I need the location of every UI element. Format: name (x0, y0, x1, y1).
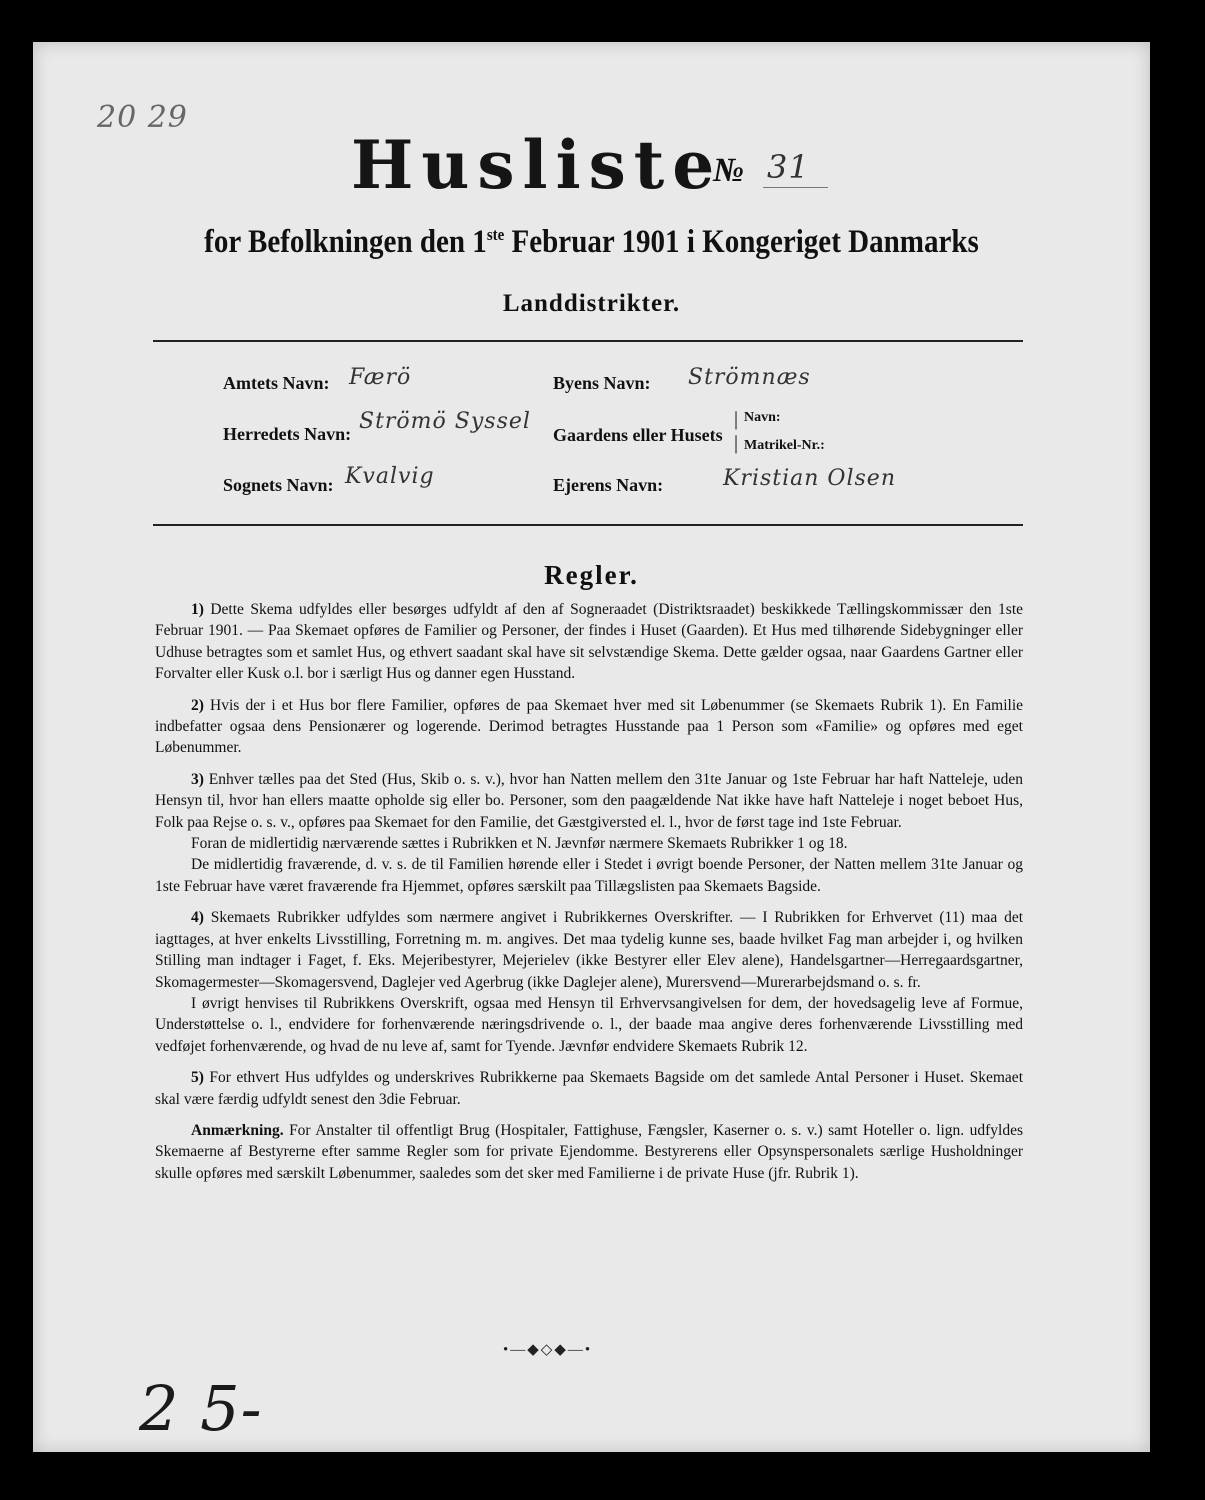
note (155, 1120, 1023, 1184)
rules-heading: Regler. (544, 560, 639, 590)
number-underline (763, 187, 828, 188)
gaard-label: Gaardens eller Husets (553, 425, 723, 445)
bottom-divider (153, 524, 1023, 526)
gaard-matrikel-label: Matrikel-Nr.: (744, 438, 825, 453)
amt-value: Færö (349, 365, 412, 390)
gaard-navn-label: Navn: (744, 410, 781, 425)
amt-label: Amtets Navn: (223, 373, 330, 393)
sogn-value: Kvalvig (345, 464, 435, 489)
sogn-label: Sognets Navn: (223, 475, 334, 495)
ejer-value: Kristian Olsen (723, 466, 896, 491)
rule-1 (155, 599, 1023, 685)
rule-5-text: For ethvert Hus udfyldes og underskrives Rubrikkerne paa Skemaets Bagside om det samlede Antal Personer i Huset. Skemaet skal være færdig udfyldt senest den 3die Februar. (155, 1069, 1023, 1108)
rule-5-number: 5) (191, 1069, 204, 1087)
rule-2-text: Hvis der i et Hus bor flere Familier, opføres de paa Skemaet hver med sit Løbenummer (se Skemaets Rubrik 1). En Familie indbefatter ogsaa dens Pensionærer og logerende. Derimod betragtes Husstande paa 1 Person som «Familie» og opføres med eget Løbenummer. (155, 696, 1023, 757)
subtitle-superscript: ste (486, 225, 505, 244)
rule-4-number: 4) (191, 909, 204, 927)
bottom-handwritten-note: 2 5- (139, 1372, 263, 1445)
note-label: Anmærkning. (191, 1121, 284, 1139)
rule-3-text: Enhver tælles paa det Sted (Hus, Skib o. s. v.), hvor han Natten mellem den 31te Januar og 1ste Februar har haft Natteleje, uden Hensyn til, hvor han ellers maatte opholde sig eller bo. Personer, som den paagældende Nat ikke have haft Natteleje i noget beboet Hus, Folk paa Rejse o. s. v., opføres paa Skemaet for den Familie, det Gæstgiversted el. l., hvor de først tage ind 1ste Februar. (155, 770, 1024, 831)
rule-3-number: 3) (191, 770, 204, 788)
herred-label: Herredets Navn: (223, 424, 352, 444)
ornament-divider: •—◆◇◆—• (503, 1342, 593, 1358)
by-value: Strömnæs (688, 365, 811, 390)
note-text: For Anstalter til offentligt Brug (Hospitaler, Fattighuse, Fængsler, Kaserner o. s. v.) samt Hoteller o. lign. udfyldes Skemaerne af Bestyrerne efter samme Regler som for private Ejendomme. Bestyrerens eller Opsynspersonalets særlige Husholdninger skulle opføres med særskilt Løbenummer, saaledes som det sker med Familierne i de private Huse (jfr. Rubrik 1). (155, 1121, 1024, 1182)
subtitle-part-2: Februar 1901 i Kongeriget Danmarks (504, 224, 979, 260)
rule-1-text: Dette Skema udfyldes eller besørges udfyldt af den af Sogneraadet (Distriktsraadet) beskikkede Tællingskommissær den 1ste Februar 1901. — Paa Skemaet opføres de Familier og Personer, der findes i Huset (Gaarden). Et Hus med tilhørende Sidebygninger eller Udhuse betragtes som et samlet Hus, og ethvert saadant skal have sit selvstændige Skema. Dette gælder ogsaa, naar Gaardens Gartner eller Forvalter eller Kusk o.l. bor i særligt Hus og danner egen Husstand. (155, 601, 1023, 683)
ejer-label: Ejerens Navn: (553, 475, 664, 495)
subtitle (100, 224, 1083, 261)
rule-4-cont: I øvrigt henvises til Rubrikkens Overskrift, ogsaa med Hensyn til Erhvervsangivelsen for dem, der hovedsagelig leve af Formue, Understøttelse o. l., endvidere for forhenværende næringsdrivende o. l., der baade maa angive deres forhenværende Livsstilling med vedføjet forhenværende, og hvad de nu leve af, samt for Tyende. Jævnfør endvidere Skemaets Rubrik 12. (155, 994, 1023, 1055)
rule-3-cont-2: De midlertidig fraværende, d. v. s. de til Familien hørende eller i Stedet i øvrigt boende Personer, der Natten mellem 31te Januar og 1ste Februar have været fraværende fra Hjemmet, opføres særskilt paa Tillægslisten paa Skemaets Bagside. (155, 856, 1023, 895)
page-title: Husliste (351, 126, 723, 204)
rules-body (155, 599, 1023, 1194)
number-sign: № (713, 152, 745, 189)
rule-4-text: Skemaets Rubrikker udfyldes som nærmere angivet i Rubrikkernes Overskrifter. — I Rubrikken for Erhvervet (11) maa det iagttages, at hver enkelts Livsstilling, Forretning m. m. angives. Det maa tydelig kunne ses, baade hvilket Fag man arbejder i, og hvilken Stilling man indtager i Faget, f. Eks. Mejeribestyrer, Mejerielev (ikke Bestyrer eller Elev alene), Handelsgartner—Herregaardsgartner, Skomagermester—Skomagersvend, Daglejer ved Agerbrug (ikke Daglejer alene), Murersvend—Murerarbejdsmand o. s. fr. (155, 909, 1023, 991)
bracket-top: | (734, 408, 739, 430)
rule-5 (155, 1067, 1023, 1110)
corner-handwritten-note: 20 29 (97, 100, 188, 135)
rule-1-number: 1) (191, 601, 204, 618)
rule-2 (155, 695, 1023, 759)
rule-3-cont-1: Foran de midlertidig nærværende sættes i Rubrikken et N. Jævnfør nærmere Skemaets Rubrikker 1 og 18. (191, 835, 848, 853)
herred-value: Strömö Syssel (359, 409, 531, 434)
subtitle-part-1: for Befolkningen den 1 (204, 224, 487, 260)
rule-3 (155, 769, 1023, 833)
by-label: Byens Navn: (553, 373, 651, 393)
document-page (33, 42, 1150, 1452)
rule-2-number: 2) (191, 696, 204, 714)
bracket-bottom: | (734, 432, 739, 454)
rule-4 (155, 907, 1023, 993)
list-number: 31 (767, 148, 810, 186)
top-divider (153, 340, 1023, 342)
district-heading: Landdistrikter. (502, 290, 681, 317)
